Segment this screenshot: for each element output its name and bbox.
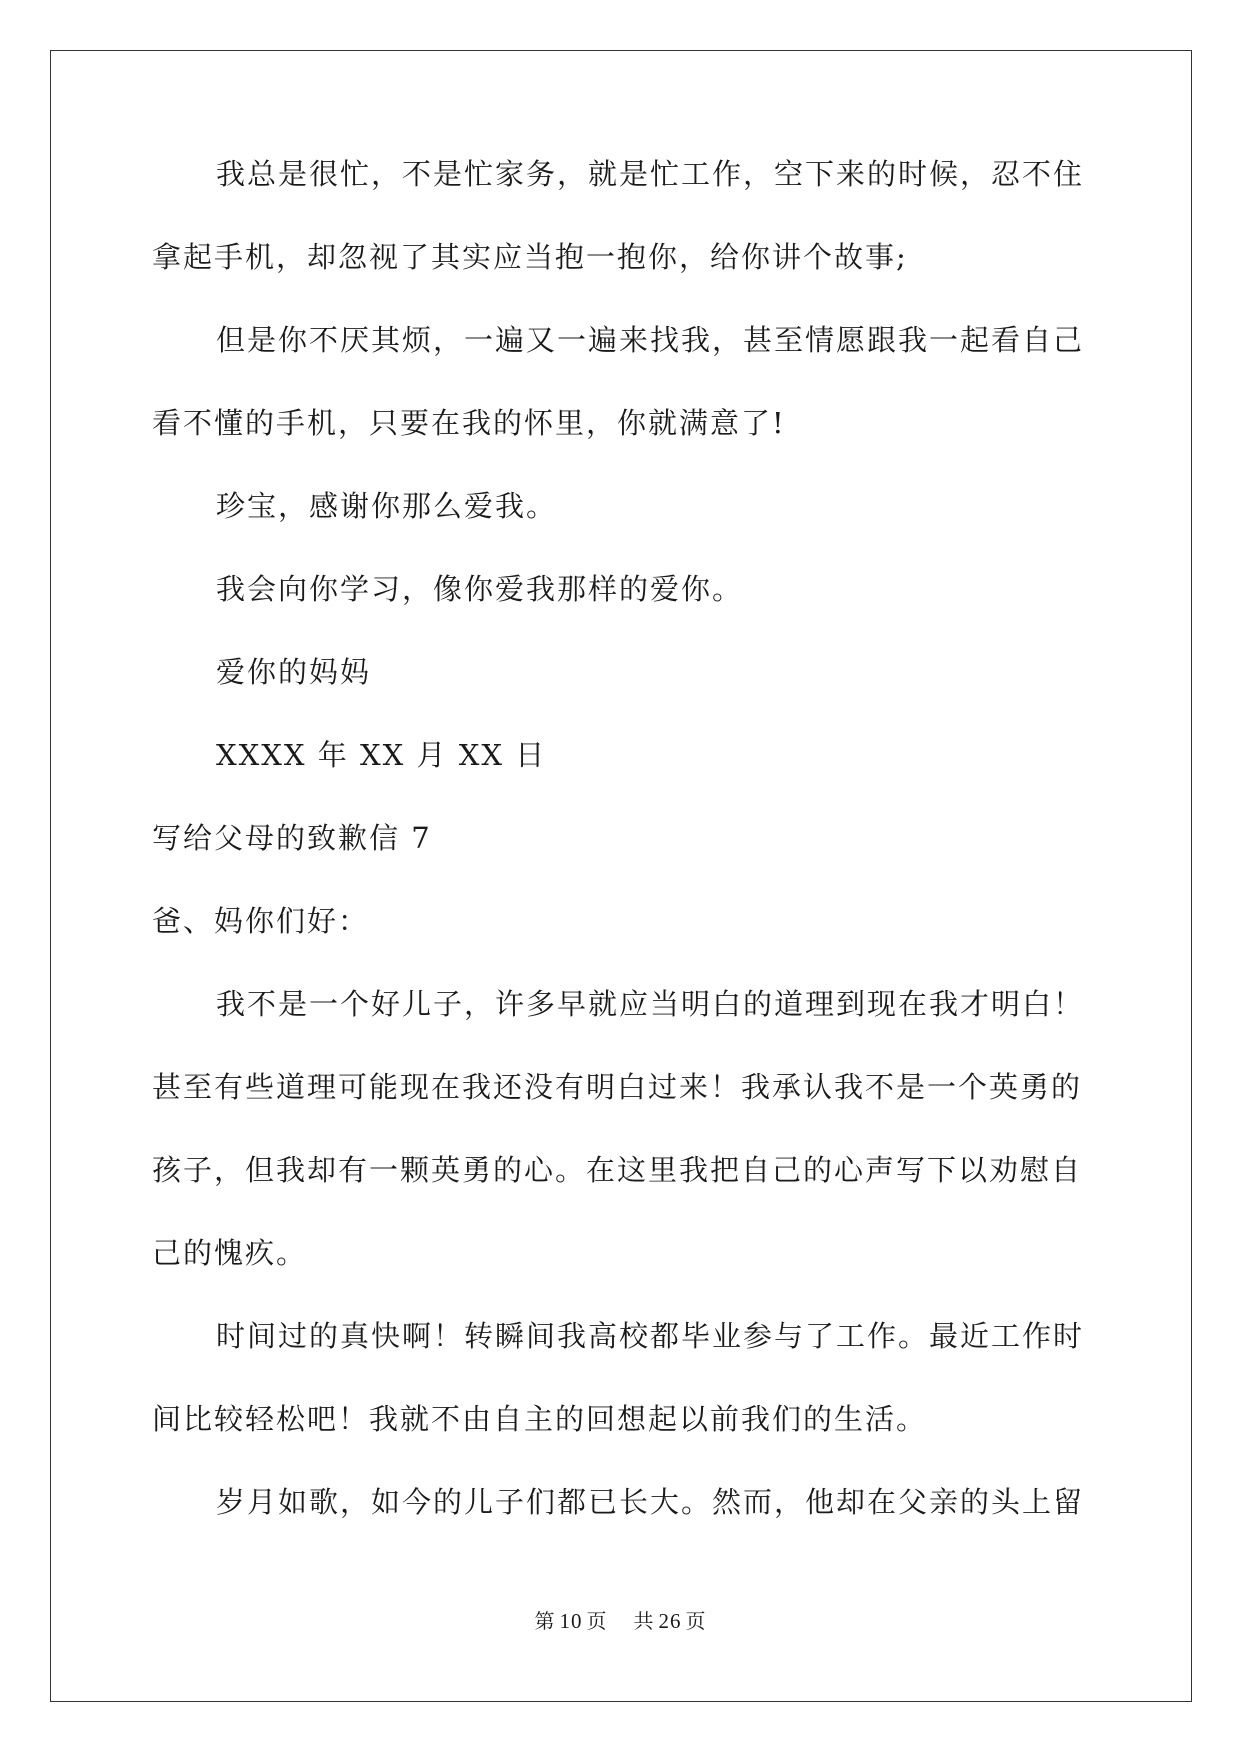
text-line: 孩子，但我却有一颗英勇的心。在这里我把自己的心声写下以劝慰自: [152, 1153, 1083, 1187]
text-line: 时间过的真快啊！转瞬间我高校都毕业参与了工作。最近工作时: [216, 1319, 1085, 1353]
footer-total-word: 页: [685, 1609, 707, 1633]
text-line: 我不是一个好儿子，许多早就应当明白的道理到现在我才明白！: [216, 987, 1085, 1021]
section-title: 写给父母的致歉信 7: [152, 821, 432, 855]
footer-total-prefix: 共: [633, 1609, 655, 1633]
text-line: 但是你不厌其烦，一遍又一遍来找我，甚至情愿跟我一起看自己: [216, 323, 1085, 357]
text-line: 甚至有些道理可能现在我还没有明白过来！我承认我不是一个英勇的: [152, 1070, 1083, 1104]
salutation-line: 爸、妈你们好：: [152, 904, 370, 938]
text-line: 看不懂的手机，只要在我的怀里，你就满意了!: [152, 406, 786, 440]
text-line: 我总是很忙，不是忙家务，就是忙工作，空下来的时候，忍不住: [216, 157, 1085, 191]
signature-line: 爱你的妈妈: [216, 655, 372, 689]
page-footer: [0, 1605, 1241, 1634]
total-page-number: 26: [658, 1609, 682, 1633]
text-line: 我会向你学习，像你爱我那样的爱你。: [216, 572, 744, 606]
footer-page-word: 页: [586, 1609, 608, 1633]
text-line: 拿起手机，却忽视了其实应当抱一抱你，给你讲个故事;: [152, 240, 908, 274]
footer-prefix: 第: [534, 1609, 556, 1633]
text-line: 间比较轻松吧！我就不由自主的回想起以前我们的生活。: [152, 1402, 928, 1436]
date-line: XXXX 年 XX 月 XX 日: [216, 738, 547, 772]
document-body: [152, 157, 1092, 1571]
text-line: 己的愧疚。: [152, 1236, 308, 1270]
text-line: 珍宝，感谢你那么爱我。: [216, 489, 558, 523]
current-page-number: 10: [559, 1609, 583, 1633]
text-line: 岁月如歌，如今的儿子们都已长大。然而，他却在父亲的头上留: [216, 1485, 1085, 1519]
